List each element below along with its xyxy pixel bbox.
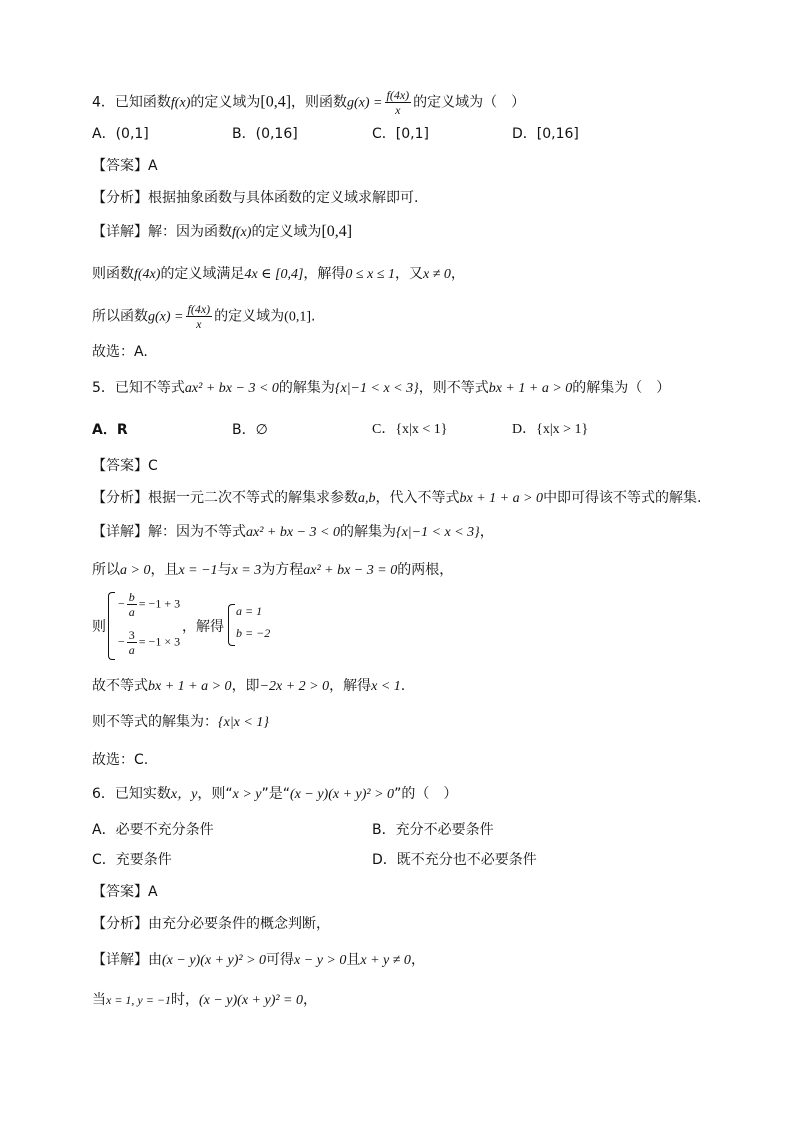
q6-stem (92, 784, 457, 805)
q5-detail-set: {x|−1 < x < 3} (395, 525, 480, 540)
q5-step1-cond: a > 0 (120, 563, 151, 578)
q4-fraction (385, 88, 412, 117)
q6-step1-text: 当 (92, 992, 106, 1008)
q5-option-b[interactable]: B．∅ (232, 422, 268, 438)
q5-detail-text: 【详解】解：因为不等式 (92, 524, 246, 540)
q5-analysis-text: ，代入不等式 (375, 490, 460, 506)
q5-stem-text: 的解集为（ ） (572, 380, 671, 396)
q5-step1-text: 为方程 (261, 562, 304, 578)
q5-set: {x|−1 < x < 3} (334, 381, 419, 396)
q6-detail-text: ， (410, 952, 425, 968)
q5-step4-text: 则不等式的解集为： (92, 714, 218, 730)
q5-sys-row1-num: b (128, 590, 135, 604)
q4-option-c[interactable]: C．[0,1] (372, 126, 429, 142)
q5-analysis-text: 中即可得该不等式的解集. (543, 490, 702, 506)
q6-detail-text: 【详解】由 (92, 952, 162, 968)
q4-detail-text: 【详解】解：因为函数 (92, 224, 232, 240)
q5-sys-row1-frac (127, 590, 137, 619)
q4-stem-text: 的定义域为 (190, 94, 261, 111)
q5-ineq2: bx + 1 + a > 0 (488, 381, 573, 396)
q5-stem-text: 5．已知不等式 (92, 380, 185, 396)
q4-step1-cond: 4x ∈ [0,4] (244, 267, 304, 282)
q4-step1-range: 0 ≤ x ≤ 1 (345, 267, 396, 282)
q4-stem-text: 的定义域为（ ） (413, 94, 526, 111)
q4-stem-text: ，则函数 (291, 94, 348, 111)
q6-detail-text: 可得 (266, 952, 295, 968)
q6-detail-text: 且 (346, 952, 361, 968)
q4-detail-fx: f(x) (232, 225, 252, 240)
q4-frac-den: x (395, 103, 401, 117)
q5-stem (92, 378, 670, 399)
q6-stem-text: ”是“ (261, 786, 291, 802)
q6-cond1: x > y (232, 787, 262, 802)
q6-option-d[interactable]: D．既不充分也不必要条件 (372, 852, 537, 868)
q4-step2-text: . (310, 308, 316, 325)
q6-answer: 【答案】A (92, 884, 158, 900)
q5-step3-text: ，即 (231, 678, 260, 694)
q5-sys-mid: ，解得 (182, 619, 224, 635)
q4-step1-text: ，又 (395, 266, 424, 282)
q5-sys-row2: − $\frac{3}{a}$ = −1 × 3 (118, 628, 181, 657)
q5-option-a[interactable] (92, 420, 128, 440)
q5-sol-b: b = −2 (236, 626, 271, 640)
q5-stem-text: 的解集为 (278, 380, 335, 396)
q4-step1-text: 则函数 (92, 266, 134, 282)
q5-sys-pre: 则 (92, 619, 106, 635)
q5-option-a-label: A．R (92, 422, 128, 438)
q5-detail-ineq: ax² + bx − 3 < 0 (246, 525, 340, 540)
q4-gx: g(x) = (347, 95, 383, 111)
q5-ineq: ax² + bx − 3 < 0 (184, 381, 279, 396)
q5-sol-brace (228, 604, 235, 646)
q4-step2-den: x (196, 317, 202, 331)
q4-detail-text: 的定义域为 (251, 224, 322, 240)
q4-step1-text: 的定义域满足 (160, 266, 245, 282)
q5-analysis-ineq: bx + 1 + a > 0 (459, 491, 544, 506)
q4-option-d[interactable]: D．[0,16] (512, 126, 579, 142)
q4-domain: [0,4] (260, 93, 292, 111)
q4-fx: f(x) (170, 95, 191, 111)
q5-step4-set: {x|x < 1} (218, 715, 269, 730)
q5-step1-x1: x = −1 (178, 563, 218, 578)
q5-analysis-text: 【分析】根据一元二次不等式的解集求参数 (92, 490, 358, 506)
q5-step3-text: . (400, 678, 406, 694)
q5-analysis-ab: a,b (358, 491, 376, 506)
q5-answer: 【答案】C (92, 458, 158, 474)
q5-sys-brace (108, 592, 115, 660)
q6-detail (92, 950, 425, 971)
q4-step2 (92, 302, 315, 331)
q4-step2-text: 所以函数 (92, 308, 148, 325)
q6-stem-text: 6．已知实数 (92, 786, 171, 802)
q4-step1-text: ，解得 (303, 266, 346, 282)
q5-sys-row1-rhs: = −1 + 3 (138, 596, 181, 611)
q5-detail-text: 的解集为 (339, 524, 396, 540)
q4-step2-fraction (186, 302, 213, 331)
q4-step1-f4x: f(4x) (134, 267, 161, 282)
q5-system (92, 590, 392, 662)
q6-step1-text: 时， (170, 992, 199, 1008)
q6-step1-eq: (x − y)(x + y)² = 0 (198, 993, 303, 1008)
q5-step3-res: x < 1 (371, 679, 401, 694)
q5-sys-row1-den: a (128, 605, 135, 619)
q5-step1-x2: x = 3 (231, 563, 262, 578)
q5-step3-text: 故不等式 (92, 678, 148, 694)
q6-option-b[interactable]: B．充分不必要条件 (372, 822, 494, 838)
q5-step1-eq: ax² + bx − 3 = 0 (303, 563, 398, 578)
q5-step1-text: 与 (217, 562, 232, 578)
q5-step3-ineq: bx + 1 + a > 0 (148, 679, 232, 694)
q6-analysis: 【分析】由充分必要条件的概念判断， (92, 916, 330, 932)
q6-detail-r2: x + y ≠ 0 (360, 953, 411, 968)
q5-step1-text: 所以 (92, 562, 120, 578)
q5-step3 (92, 676, 405, 697)
q4-step1-ne: x ≠ 0 (423, 267, 451, 282)
q5-sys-row1: − $\frac{b}{a}$ = −1 + 3 (118, 590, 181, 619)
q6-detail-cond: (x − y)(x + y)² > 0 (162, 953, 267, 968)
q4-detail-domain: [0,4] (321, 223, 353, 240)
q6-cond2: (x − y)(x + y)² > 0 (290, 787, 395, 802)
q5-detail (92, 522, 494, 543)
q6-step1-vals: x = 1, y = −1 (106, 993, 171, 1007)
q5-sol-a: a = 1 (236, 604, 263, 618)
q4-step2-num: f(4x) (187, 302, 211, 316)
q5-option-c[interactable]: C．{x|x < 1} (372, 422, 448, 437)
q6-option-a[interactable]: A．必要不充分条件 (92, 822, 214, 838)
q6-detail-r1: x − y > 0 (294, 953, 347, 968)
q4-choose: 故选：A. (92, 344, 148, 360)
q5-step4 (92, 712, 269, 733)
q5-sys-row2-frac (127, 628, 137, 657)
q4-frac-num: f(4x) (386, 88, 410, 102)
q5-option-d[interactable]: D．{x|x > 1} (512, 422, 589, 437)
q4-answer: 【答案】A (92, 158, 158, 174)
q5-step3-eq: −2x + 2 > 0 (259, 679, 330, 694)
q5-step3-text: ，解得 (329, 678, 372, 694)
q4-option-b[interactable]: B．(0,16] (232, 126, 298, 142)
q4-detail (92, 222, 352, 243)
q4-step1-text: ， (450, 266, 465, 282)
q4-analysis: 【分析】根据抽象函数与具体函数的定义域求解即可. (92, 190, 419, 206)
q5-stem-text: ，则不等式 (418, 380, 489, 396)
q5-step1 (92, 560, 453, 581)
q4-step2-result: (0,1] (284, 309, 311, 325)
q6-step1-text: ， (303, 992, 317, 1008)
q5-sys-row2-den: a (128, 643, 135, 657)
q4-step2-gx: g(x) = (148, 309, 184, 325)
q6-step1 (92, 990, 317, 1011)
q4-step2-text: 的定义域为 (214, 308, 285, 325)
q4-step1 (92, 264, 465, 285)
q6-stem-text: ”的（ ） (394, 786, 458, 802)
q4-stem (92, 88, 525, 117)
q5-choose: 故选：C. (92, 752, 149, 768)
q5-sys-row2-rhs: = −1 × 3 (138, 634, 181, 649)
q5-detail-text: ， (479, 524, 494, 540)
q6-option-c[interactable]: C．充要条件 (92, 852, 172, 868)
q4-option-a[interactable]: A．(0,1] (92, 126, 149, 142)
q5-sys-row2-num: 3 (128, 628, 135, 642)
q5-step1-text: ，且 (150, 562, 179, 578)
q6-stem-text: ，则“ (197, 786, 233, 802)
q5-analysis (92, 488, 702, 509)
q6-vars: x，y (170, 787, 198, 802)
q4-stem-text: 4．已知函数 (92, 94, 171, 111)
q5-step1-text: 的两根， (397, 562, 454, 578)
